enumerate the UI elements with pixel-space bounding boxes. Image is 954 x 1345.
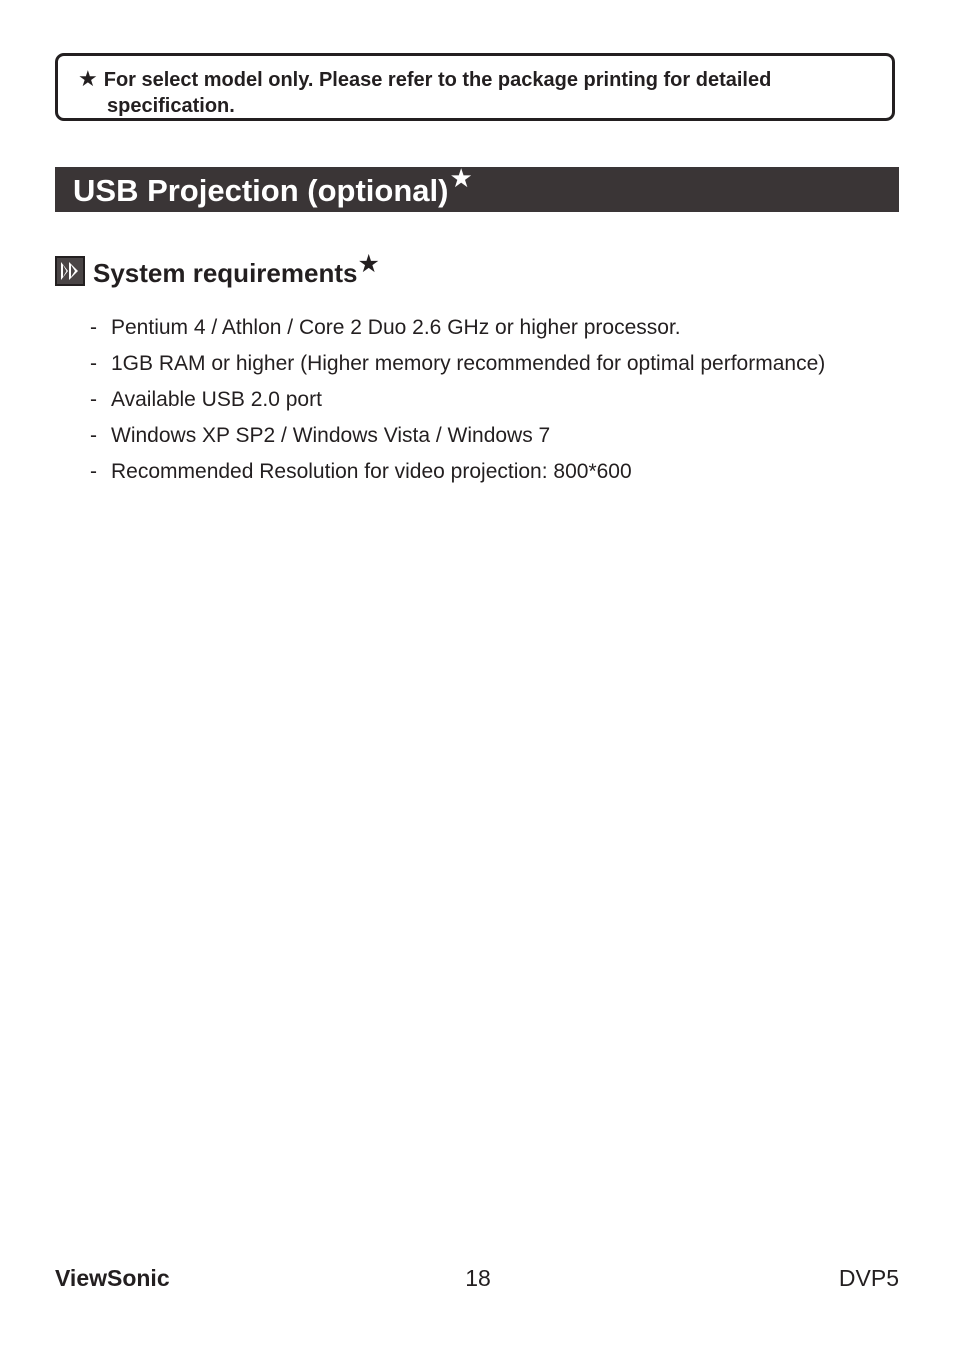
requirement-text: Pentium 4 / Athlon / Core 2 Duo 2.6 GHz or higher processor. bbox=[111, 316, 681, 339]
page-number: 18 bbox=[465, 1265, 491, 1291]
list-item: - Available USB 2.0 port bbox=[90, 388, 322, 411]
footer-model: DVP5 bbox=[838, 1265, 899, 1291]
list-item: - 1GB RAM or higher (Higher memory recommended for optimal performance) bbox=[90, 352, 826, 375]
footer-brand: ViewSonic bbox=[55, 1265, 170, 1291]
requirement-text: Windows XP SP2 / Windows Vista / Windows 7 bbox=[111, 424, 551, 447]
list-item: - Windows XP SP2 / Windows Vista / Windows 7 bbox=[90, 424, 551, 447]
page-footer bbox=[55, 1262, 899, 1294]
requirements-list bbox=[90, 310, 825, 490]
requirement-text: Recommended Resolution for video projection: 800*600 bbox=[111, 460, 632, 483]
section-title: USB Projection (optional) bbox=[73, 173, 449, 208]
section-header bbox=[55, 163, 899, 212]
note-text-1: For select model only. Please refer to the package printing for detailed bbox=[103, 69, 772, 91]
subsection-title: System requirements bbox=[93, 258, 358, 288]
star-icon: ★ bbox=[449, 163, 473, 193]
list-item: - Recommended Resolution for video projection: 800*600 bbox=[90, 460, 632, 483]
note-line-2: specification. bbox=[107, 95, 235, 117]
star-icon: ★ bbox=[78, 66, 98, 91]
note-line-1 bbox=[78, 66, 876, 93]
subsection-header bbox=[55, 250, 380, 293]
double-chevron-right-icon bbox=[55, 256, 85, 286]
star-icon: ★ bbox=[357, 250, 380, 278]
list-item: - Pentium 4 / Athlon / Core 2 Duo 2.6 GHz or higher processor. bbox=[90, 316, 681, 339]
requirement-text: Available USB 2.0 port bbox=[111, 388, 322, 411]
note-box bbox=[55, 53, 895, 121]
requirement-text: 1GB RAM or higher (Higher memory recommended for optimal performance) bbox=[111, 352, 826, 375]
